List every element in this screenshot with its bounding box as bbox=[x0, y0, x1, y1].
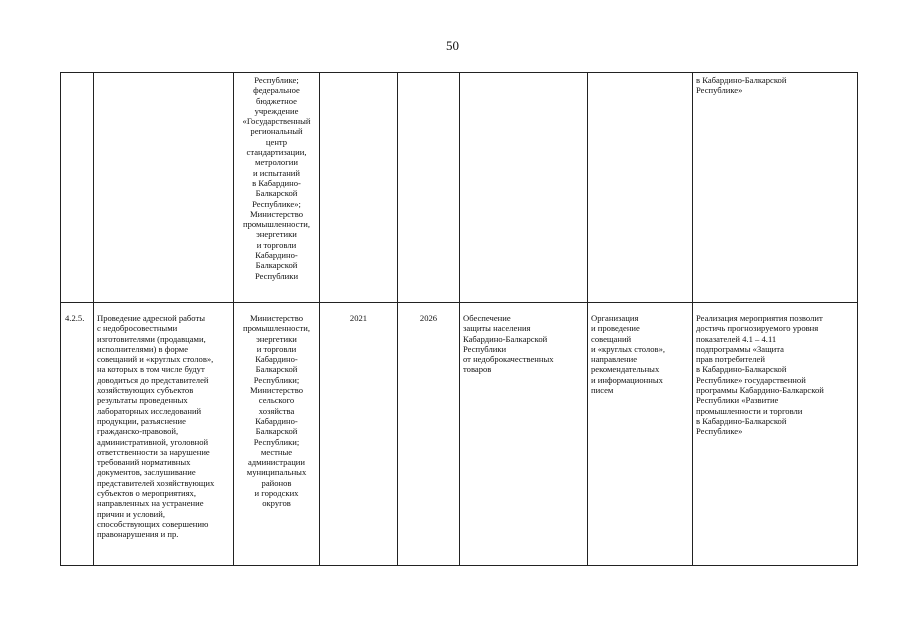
table-row bbox=[61, 73, 858, 303]
directions-cell bbox=[588, 73, 693, 303]
indicators-link-cell: в Кабардино-Балкарской Республике» bbox=[693, 73, 858, 303]
indicators-link-cell: Реализация мероприятия позволит достичь прогнозируемого уровня показателей 4.1 – 4.11 подпрограммы «Защита прав потребителей в Кабардино-Балкарской Республике» государственной программы Кабардино-Балкарской Республики «Развитие промышленности и торговли в Кабардино-Балкарской Республике» bbox=[693, 303, 858, 566]
end-year-cell: 2026 bbox=[398, 303, 460, 566]
expected-result-cell bbox=[460, 73, 588, 303]
expected-result-cell: Обеспечение защиты населения Кабардино-Балкарской Республики от недоброкачественных товаров bbox=[460, 303, 588, 566]
activity-cell: Проведение адресной работы с недобросовестными изготовителями (продавцами, исполнителями) в форме совещаний и «круглых столов», на которых в том числе будут доводиться до представителей хозяйствующих субъектов результаты проведенных лабораторных исследований продукции, разъяснение гражданско-правовой, административной, уголовной ответственности за нарушение требований нормативных документов, заслушивание представителей хозяйствующих субъектов о мероприятиях, направленных на устранение причин и условий, способствующих совершению правонарушения и пр. bbox=[94, 303, 234, 566]
row-number-cell bbox=[61, 73, 94, 303]
executors-cell: Республике; федеральное бюджетное учреждение «Государственный региональный центр стандартизации, метрологии и испытаний в Кабардино- Балкарской Республике»; Министерство промышленности, энергетики и торговли Кабардино- Балкарской Республики bbox=[234, 73, 320, 303]
page-number: 50 bbox=[446, 38, 459, 53]
row-number-cell: 4.2.5. bbox=[61, 303, 94, 566]
executors-cell: Министерство промышленности, энергетики и торговли Кабардино- Балкарской Республики; Министерство сельского хозяйства Кабардино- Балкарской Республики; местные администрации муниципальных районов и городских округов bbox=[234, 303, 320, 566]
program-activities-table bbox=[60, 72, 858, 566]
end-year-cell bbox=[398, 73, 460, 303]
directions-cell: Организация и проведение совещаний и «круглых столов», направление рекомендательных и информационных писем bbox=[588, 303, 693, 566]
table-row bbox=[61, 303, 858, 566]
start-year-cell bbox=[320, 73, 398, 303]
start-year-cell: 2021 bbox=[320, 303, 398, 566]
activity-cell bbox=[94, 73, 234, 303]
